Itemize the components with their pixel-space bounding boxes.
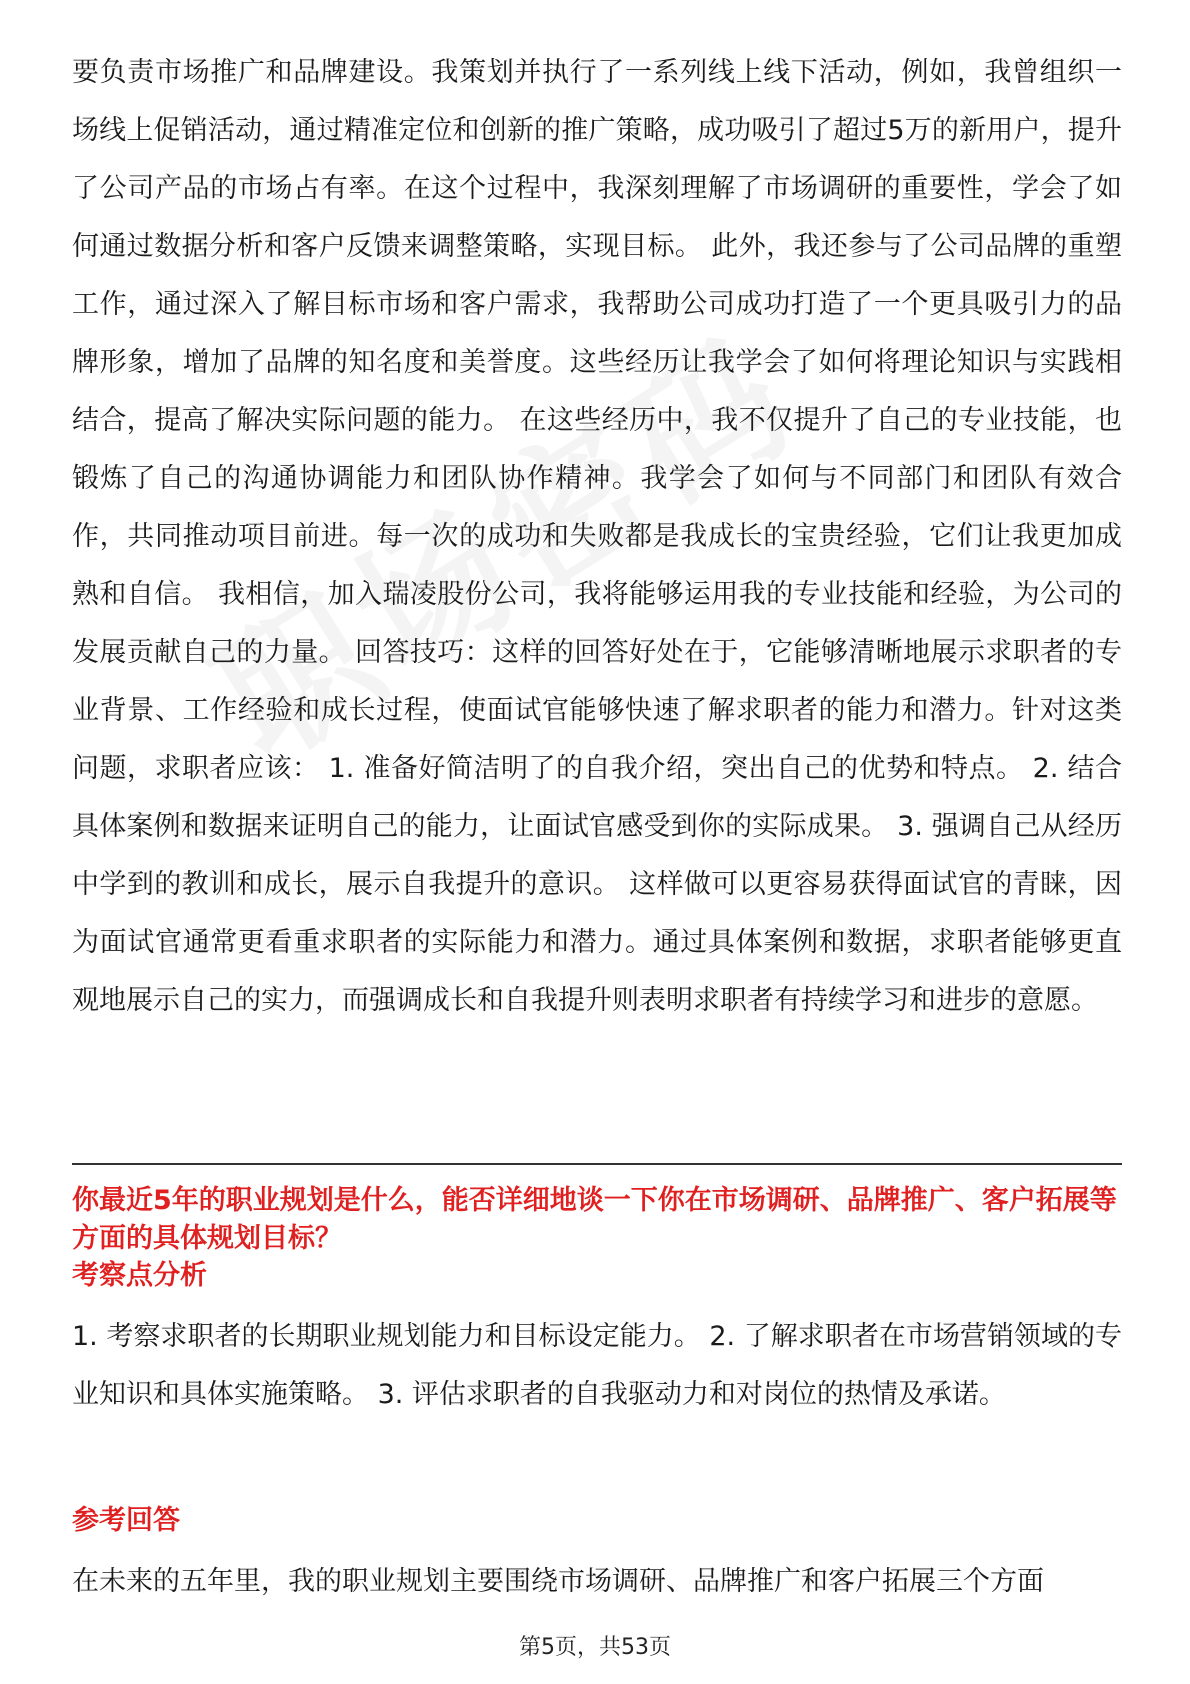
page-number: 第5页，共53页: [519, 1635, 671, 1660]
analysis-body: 1. 考察求职者的长期职业规划能力和目标设定能力。 2. 了解求职者在市场营销领域的专业知识和具体实施策略。 3. 评估求职者的自我驱动力和对岗位的热情及承诺。: [72, 1321, 1122, 1410]
continued-answer-text: 要负责市场推广和品牌建设。我策划并执行了一系列线上线下活动，例如，我曾组织一场线上促销活动，通过精准定位和创新的推广策略，成功吸引了超过5万的新用户，提升了公司产品的市场占有率。在这个过程中，我深刻理解了市场调研的重要性，学会了如何通过数据分析和客户反馈来调整策略，实现目标。 此外，我还参与了公司品牌的重塑工作，通过深入了解目标市场和客户需求，我帮助公司成功打造了一个更具吸引力的品牌形象，增加了品牌的知名度和美誉度。这些经历让我学会了如何将理论知识与实践相结合，提高了解决实际问题的能力。 在这些经历中，我不仅提升了自己的专业技能，也锻炼了自己的沟通协调能力和团队协作精神。我学会了如何与不同部门和团队有效合作，共同推动项目前进。每一次的成功和失败都是我成长的宝贵经验，它们让我更加成熟和自信。 我相信，加入瑞凌股份公司，我将能够运用我的专业技能和经验，为公司的发展贡献自己的力量。 回答技巧：这样的回答好处在于，它能够清晰地展示求职者的专业背景、工作经验和成长过程，使面试官能够快速了解求职者的能力和潜力。针对这类问题，求职者应该： 1. 准备好简洁明了的自我介绍，突出自己的优势和特点。 2. 结合具体案例和数据来证明自己的能力，让面试官感受到你的实际成果。 3. 强调自己从经历中学到的教训和成长，展示自我提升的意识。 这样做可以更容易获得面试官的青睐，因为面试官通常更看重求职者的实际能力和潜力。通过具体案例和数据，求职者能够更直观地展示自己的实力，而强调成长和自我提升则表明求职者有持续学习和进步的意愿。: [72, 57, 1122, 1016]
section-divider: [72, 1163, 1122, 1165]
question-heading: 你最近5年的职业规划是什么，能否详细地谈一下你在市场调研、品牌推广、客户拓展等方面的具体规划目标？: [72, 1185, 1117, 1254]
document-body: [72, 44, 1122, 1030]
reference-body: 在未来的五年里，我的职业规划主要围绕市场调研、品牌推广和客户拓展三个方面: [72, 1566, 1044, 1597]
analysis-title: 考察点分析: [72, 1260, 207, 1291]
reference-title: 参考回答: [72, 1505, 180, 1536]
